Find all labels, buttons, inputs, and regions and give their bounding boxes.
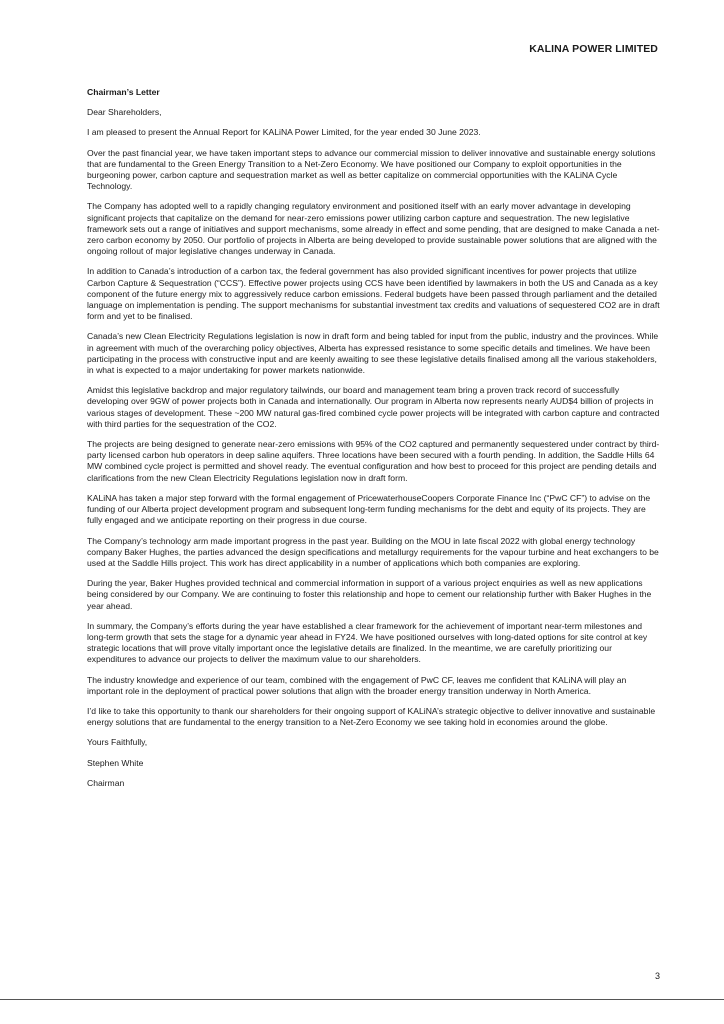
paragraph: I’d like to take this opportunity to thank our shareholders for their ongoing support of KALiNA’s strategic objective to deliver innovative and sustainable energy solutions that are fundamental to the energy transition to a Net-Zero Economy we see taking hold in economies around the globe. (87, 705, 656, 728)
paragraph: KALiNA has taken a major step forward with the formal engagement of PricewaterhouseCoopers Corporate Finance Inc (“PwC CF”) to advise on the funding of our Alberta project development program and subsequent long-term funding mechanisms for the debt and equity of its projects. They are fully engaged and we anticipate reporting on their progress in due course. (87, 492, 651, 526)
letter-body (87, 87, 662, 798)
paragraph: In summary, the Company’s efforts during the year have established a clear framework for the achievement of important near-term milestones and long-term growth that sets the stage for a dynamic year ahead in FY24. We have positioned ourselves with long-dated options for site control at key strategic locations that will prove vitally important once the legislative details are finalized. In the meantime, we are carefully prioritizing our expenditures to advance our projects to deliver the maximum value to our shareholders. (87, 620, 648, 665)
paragraph: The projects are being designed to generate near-zero emissions with 95% of the CO2 captured and permanently sequestered under contract by third-party licensed carbon hub operators in deep saline aquifers. Three locations have been secured with a fourth pending. In addition, the Saddle Hills 64 MW combined cycle project is permitted and shovel ready. The eventual configuration and how best to proceed for this project are pending details and clarifications from the new Clean Electricity Regulations legislation now in draft form. (87, 439, 660, 483)
letter-heading: Chairman’s Letter (87, 87, 160, 97)
paragraph: The industry knowledge and experience of our team, combined with the engagement of PwC CF, leaves me confident that KALiNA will play an important role in the deployment of practical power solutions that align with the broader energy transition underway in North America. (87, 674, 627, 696)
salutation: Dear Shareholders, (87, 107, 162, 118)
page-number: 3 (654, 971, 660, 981)
paragraph: Amidst this legislative backdrop and major regulatory tailwinds, our board and management team bring a proven track record of successfully developing over 9GW of power projects both in Canada and internationally. Our program in Alberta now represents nearly AUD$4 billion of projects in various stages of development. These ~200 MW natural gas-fired combined cycle power projects will be integrated with carbon capture and contracted with third parties for the sequestration of the CO2. (87, 385, 660, 429)
closing: Yours Faithfully, (87, 737, 148, 748)
company-name: KALINA POWER LIMITED (529, 43, 658, 55)
paragraph: The Company’s technology arm made important progress in the past year. Building on the MOU in late fiscal 2022 with global energy technology company Baker Hughes, the parties advanced the design specifications and metallurgy requirements for the vapour turbine and heat exchangers to be used at the Saddle Hills project. This work has direct applicability in a number of applications which both companies are exploring. (87, 535, 659, 568)
signatory-title: Chairman (87, 777, 125, 788)
paragraph: In addition to Canada’s introduction of a carbon tax, the federal government has also provided significant incentives for power projects that utilize Carbon Capture & Sequestration (“CCS”). Effective power projects using CCS have been identified by lawmakers in both the US and Canada as a key component of the future energy mix to aggressively reduce carbon emissions. Federal budgets have been passed through parliament and the detailed language on implementation is pending. The support mechanisms for substantial investment tax credits and valuations of sequestered CO2 are in draft form and yet to be finalised. (87, 266, 660, 322)
paragraph: I am pleased to present the Annual Report for KALiNA Power Limited, for the year ended 30 June 2023. (87, 127, 481, 138)
paragraph: Canada’s new Clean Electricity Regulations legislation is now in draft form and being tabled for input from the public, industry and the provinces. While in agreement with much of the overarching policy objectives, Alberta has expressed resistance to some specific details and timelines. We have been participating in the process with constructive input and are keenly awaiting to see these legislative details finalised among all the various stakeholders, in what is expected to a major undertaking for power markets nationwide. (87, 331, 659, 376)
paragraph: The Company has adopted well to a rapidly changing regulatory environment and positioned itself with an early mover advantage in developing significant projects that capitalize on the demand for near-zero emissions power utilizing carbon capture and sequestration. The new legislative framework sets out a range of initiatives and support mechanisms, some already in effect and some pending, that are designed to make Canada a net-zero carbon economy by 2050. Our portfolio of projects in Alberta are being developed to provide sustainable power solutions that are aligned with the ongoing rollout of major legislative changes underway in Canada. (87, 201, 660, 257)
paragraph: During the year, Baker Hughes provided technical and commercial information in support of a various project enquiries as well as new applications being considered by our Company. We are continuing to foster this relationship and hope to cement our relationship further with Baker Hughes in the year ahead. (87, 578, 652, 611)
paragraph: Over the past financial year, we have taken important steps to advance our commercial mission to deliver innovative and sustainable energy solutions that are fundamental to the Green Energy Transition to a Net-Zero Economy. We have positioned our Company to exploit opportunities in the burgeoning power, carbon capture and sequestration market as well as better capitalize on commercial opportunities with the KALiNA Cycle Technology. (87, 147, 656, 192)
signatory-name: Stephen White (87, 757, 144, 768)
footer-divider (0, 999, 724, 1000)
